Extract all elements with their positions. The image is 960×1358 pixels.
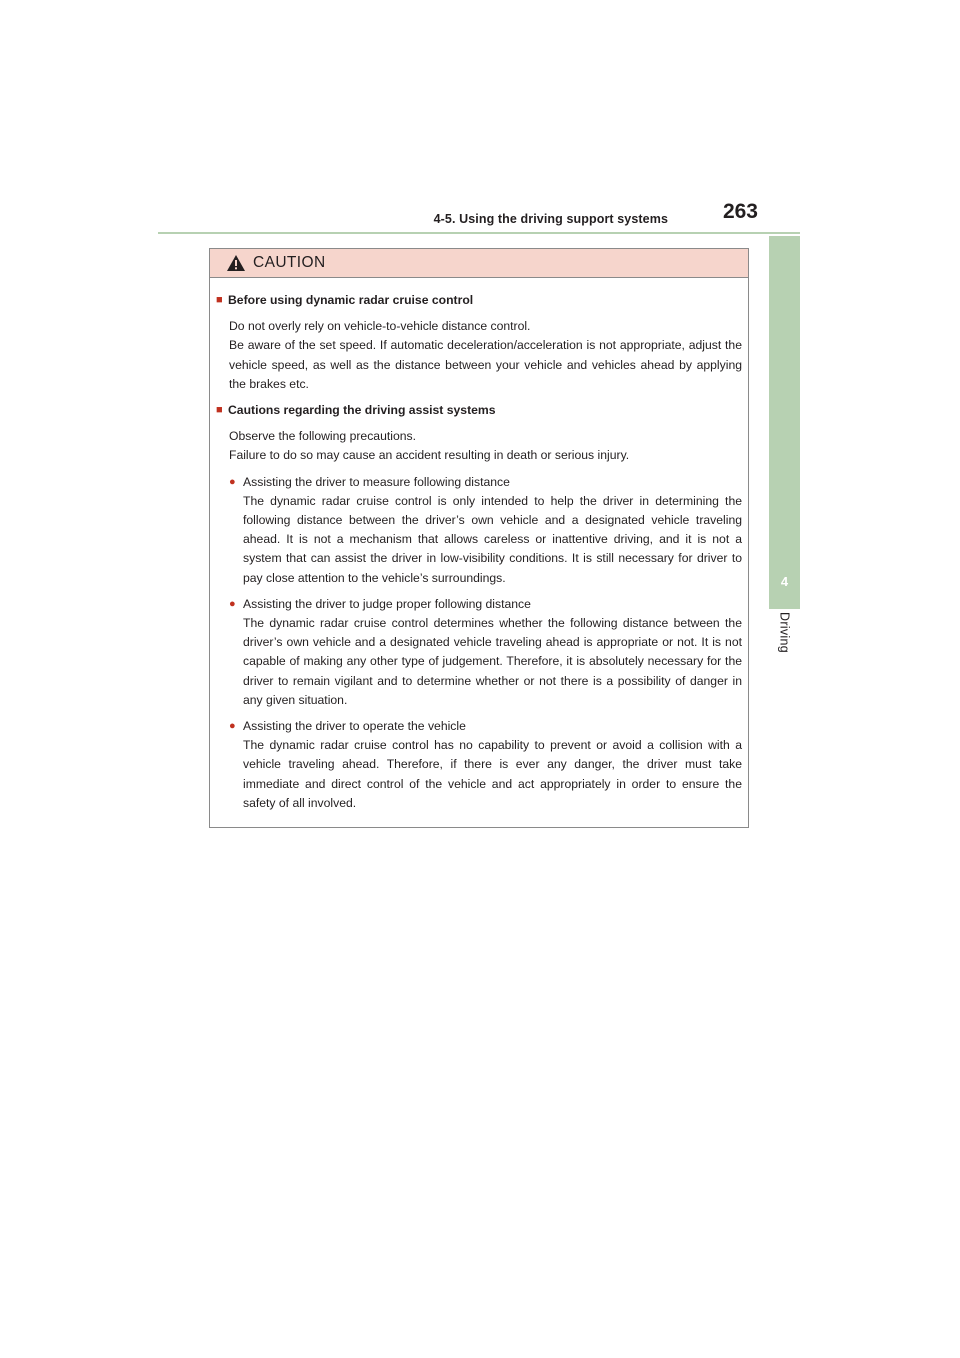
header-rule bbox=[158, 232, 800, 234]
bullet-title: Assisting the driver to measure following distance bbox=[243, 474, 510, 489]
circle-bullet-icon: ● bbox=[229, 720, 236, 733]
paragraph: Failure to do so may cause an accident resulting in death or serious injury. bbox=[229, 448, 630, 463]
bullet-title: Assisting the driver to judge proper following distance bbox=[243, 596, 531, 611]
caution-title: CAUTION bbox=[253, 254, 326, 271]
bullet-text: The dynamic radar cruise control has no capability to prevent or avoid a collision with a vehicle traveling ahead. Therefore, if there is ever any danger, the driver must take immediate and direct control of the vehicle and act appropriately in order to ensure the safety of all involved. bbox=[243, 738, 742, 810]
caution-body bbox=[210, 278, 748, 813]
caution-box bbox=[209, 248, 749, 828]
paragraph: Do not overly rely on vehicle-to-vehicle distance control. bbox=[229, 319, 531, 334]
section-heading bbox=[216, 291, 742, 310]
circle-bullet-icon: ● bbox=[229, 597, 236, 610]
chapter-label: Driving bbox=[777, 612, 792, 653]
caution-header bbox=[210, 249, 748, 278]
page-header bbox=[158, 200, 800, 234]
section-title: 4-5. Using the driving support systems bbox=[433, 212, 668, 226]
bullet-text: The dynamic radar cruise control is only intended to help the driver in determining the following distance between the driver’s own vehicle and a designated vehicle traveling ahead. It is not a mechanism that allows careless or inattentive driving, and it is not a system that can assist the driver in low-visibility conditions. It is still necessary for driver to pay close attention to the vehicle’s surroundings. bbox=[243, 493, 742, 585]
bullet-text: The dynamic radar cruise control determines whether the following distance between the driver’s own vehicle and a designated vehicle traveling ahead is appropriate or not. It is not capable of making any other type of judgement. Therefore, it is absolutely necessary for the driver to remain vigilant and to determine whether or not there is a possibility of danger in any given situation. bbox=[243, 616, 742, 707]
chapter-number: 4 bbox=[780, 574, 789, 589]
list-item bbox=[229, 717, 742, 813]
chapter-tab bbox=[769, 236, 800, 609]
section-heading-text: Before using dynamic radar cruise control bbox=[228, 293, 474, 307]
section-paragraphs bbox=[229, 427, 742, 465]
paragraph: Observe the following precautions. bbox=[229, 429, 416, 444]
section-paragraphs bbox=[229, 317, 742, 394]
list-item bbox=[229, 473, 742, 588]
bullet-title: Assisting the driver to operate the vehicle bbox=[243, 719, 466, 734]
list-item bbox=[229, 595, 742, 710]
warning-triangle-icon bbox=[226, 254, 246, 272]
paragraph: Be aware of the set speed. If automatic deceleration/acceleration is not appropriate, adjust the vehicle speed, as well as the distance between your vehicle and vehicles ahead by applying the brakes etc. bbox=[229, 338, 742, 391]
section-heading-text: Cautions regarding the driving assist systems bbox=[228, 403, 496, 418]
circle-bullet-icon: ● bbox=[229, 475, 236, 488]
page-number: 263 bbox=[722, 200, 758, 223]
chapter-label-area bbox=[769, 612, 800, 672]
square-bullet-icon: ■ bbox=[216, 294, 223, 306]
section-heading bbox=[216, 401, 742, 420]
square-bullet-icon: ■ bbox=[216, 404, 223, 417]
